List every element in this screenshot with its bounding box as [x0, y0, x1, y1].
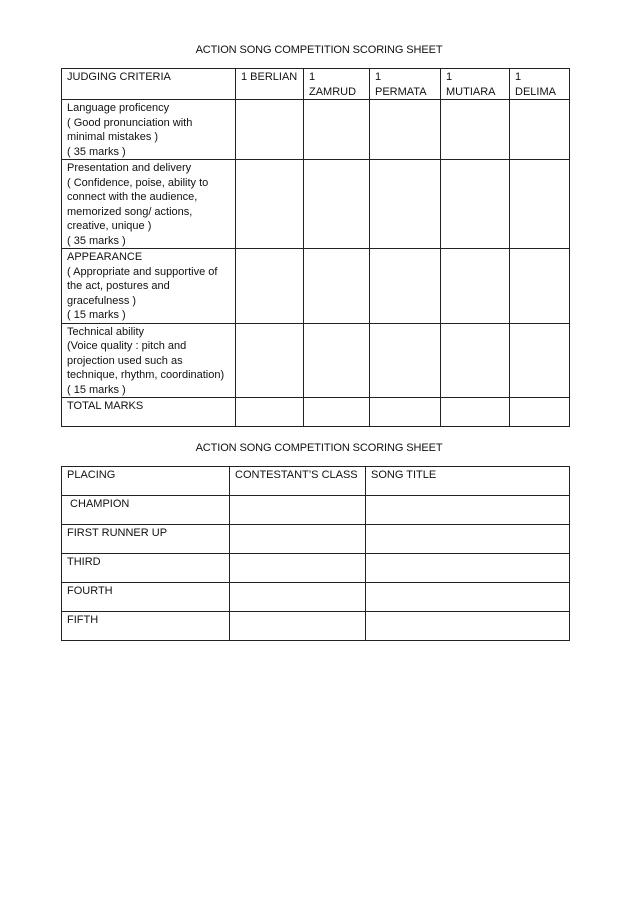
placing-table: [61, 466, 570, 641]
class-cell[interactable]: [230, 554, 366, 583]
score-cell[interactable]: [236, 323, 304, 398]
placing-first-runner-up: FIRST RUNNER UP: [62, 525, 230, 554]
criteria-technical-ability: Technical ability (Voice quality : pitch and projection used such as technique, rhythm, coordination) ( 15 marks ): [62, 323, 236, 398]
criteria-presentation-delivery: Presentation and delivery ( Confidence, poise, ability to connect with the audience, memorized song/ actions, creative, unique ) ( 35 marks ): [62, 160, 236, 249]
song-title-cell[interactable]: [366, 583, 570, 612]
placing-sheet-title: ACTION SONG COMPETITION SCORING SHEET: [195, 442, 443, 454]
placing-fourth: FOURTH: [62, 583, 230, 612]
header-class-mutiara: 1 MUTIARA: [441, 69, 510, 100]
table-header-row: [62, 69, 570, 100]
song-title-cell[interactable]: [366, 612, 570, 641]
song-title-cell[interactable]: [366, 554, 570, 583]
score-cell[interactable]: [441, 323, 510, 398]
table-row: [62, 583, 570, 612]
score-cell[interactable]: [370, 323, 441, 398]
score-cell[interactable]: [370, 249, 441, 324]
table-row: [62, 612, 570, 641]
score-cell[interactable]: [370, 160, 441, 249]
score-cell[interactable]: [510, 249, 570, 324]
header-contestant-class: CONTESTANT’S CLASS: [230, 467, 366, 496]
class-cell[interactable]: [230, 525, 366, 554]
score-cell[interactable]: [304, 100, 370, 160]
criteria-total-marks: TOTAL MARKS: [62, 398, 236, 427]
placing-fifth: FIFTH: [62, 612, 230, 641]
score-cell[interactable]: [510, 398, 570, 427]
table-row: [62, 323, 570, 398]
score-cell[interactable]: [510, 100, 570, 160]
score-cell[interactable]: [370, 100, 441, 160]
judging-criteria-table: [61, 68, 570, 427]
header-class-permata: 1 PERMATA: [370, 69, 441, 100]
header-class-berlian: 1 BERLIAN: [236, 69, 304, 100]
class-cell[interactable]: [230, 496, 366, 525]
table-row: [62, 398, 570, 427]
table-row: [62, 249, 570, 324]
table-row: [62, 525, 570, 554]
score-cell[interactable]: [236, 160, 304, 249]
score-cell[interactable]: [304, 249, 370, 324]
class-cell[interactable]: [230, 583, 366, 612]
score-cell[interactable]: [370, 398, 441, 427]
table-row: [62, 100, 570, 160]
score-cell[interactable]: [304, 160, 370, 249]
score-cell[interactable]: [441, 160, 510, 249]
scoring-sheet-title: ACTION SONG COMPETITION SCORING SHEET: [195, 44, 443, 56]
score-cell[interactable]: [510, 323, 570, 398]
criteria-appearance: APPEARANCE ( Appropriate and supportive of the act, postures and gracefulness ) ( 15 marks ): [62, 249, 236, 324]
table-header-row: [62, 467, 570, 496]
table-row: [62, 554, 570, 583]
header-judging-criteria: JUDGING CRITERIA: [62, 69, 236, 100]
score-cell[interactable]: [236, 398, 304, 427]
score-cell[interactable]: [441, 398, 510, 427]
score-cell[interactable]: [304, 323, 370, 398]
song-title-cell[interactable]: [366, 496, 570, 525]
header-class-zamrud: 1 ZAMRUD: [304, 69, 370, 100]
song-title-cell[interactable]: [366, 525, 570, 554]
class-cell[interactable]: [230, 612, 366, 641]
table-row: [62, 160, 570, 249]
table-row: [62, 496, 570, 525]
header-class-delima: 1 DELIMA: [510, 69, 570, 100]
criteria-language-proficiency: Language proficency ( Good pronunciation with minimal mistakes ) ( 35 marks ): [62, 100, 236, 160]
score-cell[interactable]: [236, 249, 304, 324]
placing-third: THIRD: [62, 554, 230, 583]
score-cell[interactable]: [510, 160, 570, 249]
score-cell[interactable]: [441, 100, 510, 160]
header-song-title: SONG TITLE: [366, 467, 570, 496]
score-cell[interactable]: [304, 398, 370, 427]
score-cell[interactable]: [236, 100, 304, 160]
placing-champion: CHAMPION: [62, 496, 230, 525]
header-placing: PLACING: [62, 467, 230, 496]
score-cell[interactable]: [441, 249, 510, 324]
